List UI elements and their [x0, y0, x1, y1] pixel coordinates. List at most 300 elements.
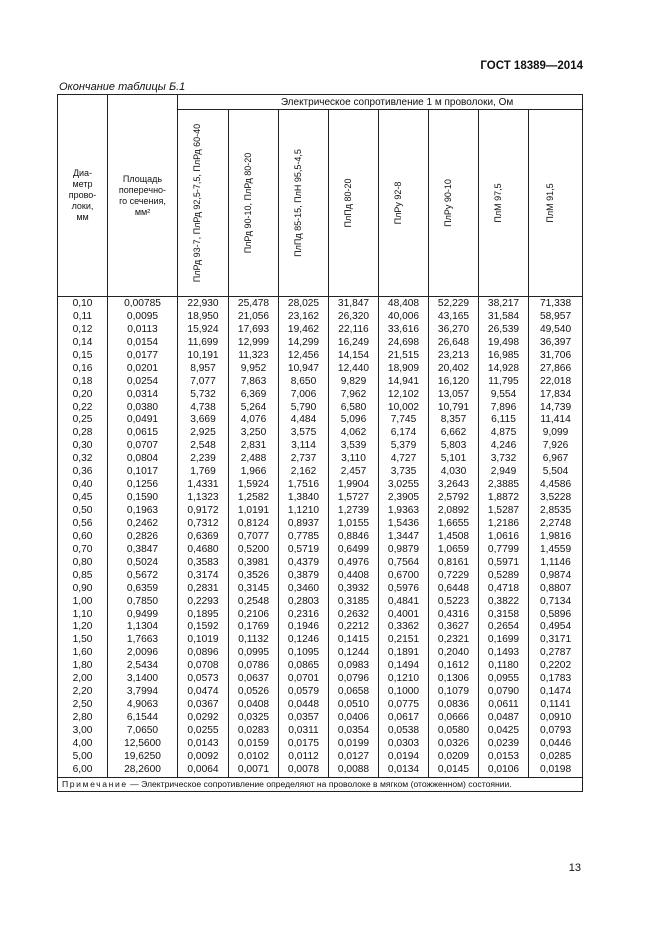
table-cell: 0,0836 — [429, 699, 479, 712]
alloy-header: ПлРу 90-10 — [429, 110, 479, 297]
table-cell: 14,739 — [529, 402, 583, 415]
table-cell: 25,478 — [229, 297, 279, 311]
table-cell: 6,967 — [529, 453, 583, 466]
table-cell: 17,693 — [229, 324, 279, 337]
table-cell: 0,5976 — [379, 583, 429, 596]
table-row — [58, 725, 583, 738]
table-cell: 3,110 — [329, 453, 379, 466]
table-cell: 0,2826 — [108, 531, 178, 544]
table-cell: 22,018 — [529, 376, 583, 389]
table-row — [58, 337, 583, 350]
table-row — [58, 453, 583, 466]
table-cell: 1,3840 — [279, 492, 329, 505]
table-cell: 3,2643 — [429, 479, 479, 492]
table-cell: 1,0155 — [329, 518, 379, 531]
table-cell: 2,3905 — [379, 492, 429, 505]
table-cell: 1,5727 — [329, 492, 379, 505]
table-cell: 0,70 — [58, 544, 108, 557]
table-cell: 0,10 — [58, 297, 108, 311]
table-cell: 0,7229 — [429, 570, 479, 583]
table-cell: 1,1304 — [108, 621, 178, 634]
table-cell: 0,1019 — [178, 634, 229, 647]
table-cell: 0,4001 — [379, 609, 429, 622]
table-cell: 0,8846 — [329, 531, 379, 544]
table-cell: 0,5719 — [279, 544, 329, 557]
table-cell: 1,10 — [58, 609, 108, 622]
table-cell: 15,924 — [178, 324, 229, 337]
table-cell: 0,0303 — [379, 738, 429, 751]
table-cell: 24,698 — [379, 337, 429, 350]
table-row — [58, 673, 583, 686]
table-cell: 0,0095 — [108, 311, 178, 324]
table-cell: 0,9879 — [379, 544, 429, 557]
table-cell: 0,2654 — [479, 621, 529, 634]
table-cell: 0,4379 — [279, 557, 329, 570]
note-label: Примечание — [62, 778, 128, 789]
table-cell: 0,0254 — [108, 376, 178, 389]
table-cell: 1,5924 — [229, 479, 279, 492]
table-cell: 1,4331 — [178, 479, 229, 492]
table-cell: 0,20 — [58, 389, 108, 402]
table-cell: 0,0175 — [279, 738, 329, 751]
table-cell: 0,0283 — [229, 725, 279, 738]
table-cell: 3,0255 — [379, 479, 429, 492]
table-cell: 0,0292 — [178, 712, 229, 725]
table-cell: 6,00 — [58, 764, 108, 777]
table-cell: 19,498 — [479, 337, 529, 350]
table-cell: 26,539 — [479, 324, 529, 337]
table-cell: 0,0112 — [279, 751, 329, 764]
table-row — [58, 376, 583, 389]
table-cell: 23,213 — [429, 350, 479, 363]
table-cell: 1,9363 — [379, 505, 429, 518]
table-cell: 4,727 — [379, 453, 429, 466]
table-cell: 12,102 — [379, 389, 429, 402]
area-header: Площадь поперечно- го сечения, мм² — [108, 95, 178, 297]
table-cell: 0,0113 — [108, 324, 178, 337]
table-cell: 0,7785 — [279, 531, 329, 544]
table-caption: Окончание таблицы Б.1 — [59, 81, 186, 93]
table-cell: 36,397 — [529, 337, 583, 350]
table-cell: 0,40 — [58, 479, 108, 492]
table-cell: 0,1141 — [529, 699, 583, 712]
table-cell: 0,3526 — [229, 570, 279, 583]
table-cell: 2,2748 — [529, 518, 583, 531]
table-cell: 0,3158 — [479, 609, 529, 622]
table-cell: 18,950 — [178, 311, 229, 324]
table-cell: 0,8807 — [529, 583, 583, 596]
table-cell: 1,5287 — [479, 505, 529, 518]
table-cell: 0,6448 — [429, 583, 479, 596]
table-cell: 0,56 — [58, 518, 108, 531]
table-cell: 3,5228 — [529, 492, 583, 505]
table-cell: 7,077 — [178, 376, 229, 389]
table-cell: 1,9816 — [529, 531, 583, 544]
table-cell: 28,025 — [279, 297, 329, 311]
table-cell: 1,2186 — [479, 518, 529, 531]
table-cell: 0,2106 — [229, 609, 279, 622]
table-cell: 2,0096 — [108, 647, 178, 660]
table-cell: 3,7994 — [108, 686, 178, 699]
table-cell: 0,0425 — [479, 725, 529, 738]
table-cell: 1,50 — [58, 634, 108, 647]
table-row — [58, 363, 583, 376]
table-cell: 7,0650 — [108, 725, 178, 738]
table-cell: 4,4586 — [529, 479, 583, 492]
table-cell: 0,0786 — [229, 660, 279, 673]
table-cell: 0,3171 — [529, 634, 583, 647]
table-cell: 0,0796 — [329, 673, 379, 686]
table-cell: 2,831 — [229, 440, 279, 453]
table-cell: 1,4559 — [529, 544, 583, 557]
table-cell: 4,030 — [429, 466, 479, 479]
table-cell: 3,114 — [279, 440, 329, 453]
table-cell: 3,250 — [229, 427, 279, 440]
table-cell: 19,462 — [279, 324, 329, 337]
table-row — [58, 311, 583, 324]
table-cell: 11,795 — [479, 376, 529, 389]
table-cell: 14,928 — [479, 363, 529, 376]
table-cell: 0,36 — [58, 466, 108, 479]
table-cell: 4,076 — [229, 414, 279, 427]
table-cell: 0,1415 — [329, 634, 379, 647]
table-cell: 0,0896 — [178, 647, 229, 660]
table-cell: 0,6700 — [379, 570, 429, 583]
table-cell: 10,791 — [429, 402, 479, 415]
resistance-table — [57, 94, 583, 792]
table-cell: 31,706 — [529, 350, 583, 363]
table-cell: 48,408 — [379, 297, 429, 311]
table-cell: 0,5896 — [529, 609, 583, 622]
table-cell: 16,120 — [429, 376, 479, 389]
table-cell: 6,662 — [429, 427, 479, 440]
table-cell: 14,154 — [329, 350, 379, 363]
table-cell: 0,50 — [58, 505, 108, 518]
table-cell: 6,174 — [379, 427, 429, 440]
table-row — [58, 712, 583, 725]
table-cell: 27,866 — [529, 363, 583, 376]
table-cell: 17,834 — [529, 389, 583, 402]
alloy-header: ПлПд 80-20 — [329, 110, 379, 297]
table-cell: 0,0995 — [229, 647, 279, 660]
table-cell: 0,1493 — [479, 647, 529, 660]
table-cell: 0,3362 — [379, 621, 429, 634]
table-cell: 0,0102 — [229, 751, 279, 764]
table-cell: 12,456 — [279, 350, 329, 363]
table-cell: 11,414 — [529, 414, 583, 427]
table-cell: 0,2202 — [529, 660, 583, 673]
table-cell: 0,4841 — [379, 596, 429, 609]
table-row — [58, 621, 583, 634]
table-cell: 20,402 — [429, 363, 479, 376]
table-cell: 0,30 — [58, 440, 108, 453]
table-cell: 0,6359 — [108, 583, 178, 596]
table-cell: 2,3885 — [479, 479, 529, 492]
table-cell: 0,1474 — [529, 686, 583, 699]
table-cell: 0,1256 — [108, 479, 178, 492]
table-cell: 0,6369 — [178, 531, 229, 544]
table-cell: 0,0088 — [329, 764, 379, 777]
table-cell: 1,00 — [58, 596, 108, 609]
table-cell: 10,947 — [279, 363, 329, 376]
table-cell: 0,0064 — [178, 764, 229, 777]
table-cell: 0,0793 — [529, 725, 583, 738]
table-cell: 3,575 — [279, 427, 329, 440]
table-cell: 58,957 — [529, 311, 583, 324]
table-row — [58, 324, 583, 337]
table-cell: 0,15 — [58, 350, 108, 363]
table-cell: 0,0145 — [429, 764, 479, 777]
table-cell: 0,1895 — [178, 609, 229, 622]
table-cell: 22,116 — [329, 324, 379, 337]
table-cell: 52,229 — [429, 297, 479, 311]
table-cell: 0,0143 — [178, 738, 229, 751]
table-row — [58, 427, 583, 440]
table-cell: 1,9904 — [329, 479, 379, 492]
table-cell: 28,2600 — [108, 764, 178, 777]
table-cell: 0,0701 — [279, 673, 329, 686]
table-cell: 1,0616 — [479, 531, 529, 544]
table-cell: 0,0159 — [229, 738, 279, 751]
table-cell: 0,0198 — [529, 764, 583, 777]
table-cell: 31,584 — [479, 311, 529, 324]
table-cell: 1,0659 — [429, 544, 479, 557]
table-cell: 0,5024 — [108, 557, 178, 570]
table-cell: 0,0955 — [479, 673, 529, 686]
table-cell: 0,0573 — [178, 673, 229, 686]
table-cell: 0,0194 — [379, 751, 429, 764]
table-cell: 0,80 — [58, 557, 108, 570]
table-cell: 6,369 — [229, 389, 279, 402]
table-cell: 5,379 — [379, 440, 429, 453]
table-cell: 0,9499 — [108, 609, 178, 622]
table-cell: 1,6655 — [429, 518, 479, 531]
table-cell: 10,002 — [379, 402, 429, 415]
table-cell: 0,3583 — [178, 557, 229, 570]
table-row — [58, 518, 583, 531]
table-cell: 0,3932 — [329, 583, 379, 596]
table-cell: 0,2831 — [178, 583, 229, 596]
table-cell: 0,0617 — [379, 712, 429, 725]
table-cell: 1,5436 — [379, 518, 429, 531]
table-cell: 9,554 — [479, 389, 529, 402]
table-cell: 0,0285 — [529, 751, 583, 764]
table-cell: 0,1246 — [279, 634, 329, 647]
table-row — [58, 402, 583, 415]
table-cell: 12,5600 — [108, 738, 178, 751]
table-row — [58, 350, 583, 363]
table-cell: 5,264 — [229, 402, 279, 415]
table-cell: 0,0666 — [429, 712, 479, 725]
table-cell: 0,3847 — [108, 544, 178, 557]
table-row — [58, 686, 583, 699]
table-cell: 0,4316 — [429, 609, 479, 622]
table-cell: 13,057 — [429, 389, 479, 402]
table-cell: 0,0910 — [529, 712, 583, 725]
table-cell: 14,299 — [279, 337, 329, 350]
table-row — [58, 634, 583, 647]
table-cell: 0,3822 — [479, 596, 529, 609]
table-cell: 1,1323 — [178, 492, 229, 505]
table-cell: 0,0865 — [279, 660, 329, 673]
table-cell: 3,735 — [379, 466, 429, 479]
table-cell: 12,440 — [329, 363, 379, 376]
table-cell: 2,5792 — [429, 492, 479, 505]
table-cell: 0,1963 — [108, 505, 178, 518]
table-cell: 0,0154 — [108, 337, 178, 350]
table-row — [58, 297, 583, 311]
table-row — [58, 479, 583, 492]
table-cell: 0,3627 — [429, 621, 479, 634]
table-cell: 0,0804 — [108, 453, 178, 466]
table-cell: 3,00 — [58, 725, 108, 738]
table-cell: 0,0510 — [329, 699, 379, 712]
table-cell: 0,22 — [58, 402, 108, 415]
table-row — [58, 466, 583, 479]
table-cell: 21,515 — [379, 350, 429, 363]
table-cell: 0,8124 — [229, 518, 279, 531]
table-cell: 0,8937 — [279, 518, 329, 531]
table-cell: 4,9063 — [108, 699, 178, 712]
table-cell: 0,0199 — [329, 738, 379, 751]
table-cell: 0,0177 — [108, 350, 178, 363]
table-cell: 0,14 — [58, 337, 108, 350]
table-cell: 2,0892 — [429, 505, 479, 518]
table-cell: 0,0201 — [108, 363, 178, 376]
table-cell: 1,2739 — [329, 505, 379, 518]
table-cell: 38,217 — [479, 297, 529, 311]
table-cell: 0,2803 — [279, 596, 329, 609]
table-cell: 3,732 — [479, 453, 529, 466]
table-cell: 3,1400 — [108, 673, 178, 686]
table-cell: 0,0615 — [108, 427, 178, 440]
table-cell: 0,11 — [58, 311, 108, 324]
table-cell: 1,8872 — [479, 492, 529, 505]
table-cell: 4,484 — [279, 414, 329, 427]
table-cell: 0,0071 — [229, 764, 279, 777]
table-cell: 0,7799 — [479, 544, 529, 557]
alloy-header: ПлРд 90-10, ПлРд 80-20 — [229, 110, 279, 297]
table-cell: 0,0487 — [479, 712, 529, 725]
table-cell: 0,0367 — [178, 699, 229, 712]
table-cell: 36,270 — [429, 324, 479, 337]
table-row — [58, 583, 583, 596]
table-cell: 0,1079 — [429, 686, 479, 699]
table-cell: 2,457 — [329, 466, 379, 479]
table-cell: 0,6499 — [329, 544, 379, 557]
table-cell: 0,7564 — [379, 557, 429, 570]
alloy-header: ПлПд 85-15, ПлН 95,5-4,5 — [279, 110, 329, 297]
table-cell: 1,1210 — [279, 505, 329, 518]
table-cell: 4,00 — [58, 738, 108, 751]
table-cell: 71,338 — [529, 297, 583, 311]
table-cell: 7,926 — [529, 440, 583, 453]
table-cell: 0,1000 — [379, 686, 429, 699]
table-row — [58, 660, 583, 673]
table-row — [58, 647, 583, 660]
table-cell: 0,1494 — [379, 660, 429, 673]
table-cell: 31,847 — [329, 297, 379, 311]
table-cell: 0,0446 — [529, 738, 583, 751]
table-cell: 18,909 — [379, 363, 429, 376]
table-cell: 0,0538 — [379, 725, 429, 738]
table-row — [58, 764, 583, 777]
table-cell: 9,099 — [529, 427, 583, 440]
table-cell: 0,2632 — [329, 609, 379, 622]
table-cell: 0,1132 — [229, 634, 279, 647]
table-cell: 0,9172 — [178, 505, 229, 518]
table-row — [58, 557, 583, 570]
table-cell: 0,4718 — [479, 583, 529, 596]
table-cell: 0,3185 — [329, 596, 379, 609]
table-cell: 0,4680 — [178, 544, 229, 557]
table-cell: 3,669 — [178, 414, 229, 427]
table-cell: 9,829 — [329, 376, 379, 389]
table-cell: 0,45 — [58, 492, 108, 505]
table-row — [58, 544, 583, 557]
table-cell: 5,096 — [329, 414, 379, 427]
table-cell: 5,00 — [58, 751, 108, 764]
table-cell: 0,25 — [58, 414, 108, 427]
table-cell: 0,5200 — [229, 544, 279, 557]
table-cell: 0,2151 — [379, 634, 429, 647]
table-cell: 7,962 — [329, 389, 379, 402]
table-cell: 0,5971 — [479, 557, 529, 570]
alloy-header: ПлРу 92-8 — [379, 110, 429, 297]
table-cell: 0,1612 — [429, 660, 479, 673]
table-cell: 0,0311 — [279, 725, 329, 738]
table-cell: 0,1769 — [229, 621, 279, 634]
table-cell: 4,062 — [329, 427, 379, 440]
table-cell: 1,966 — [229, 466, 279, 479]
table-cell: 3,539 — [329, 440, 379, 453]
table-cell: 49,540 — [529, 324, 583, 337]
table-cell: 0,60 — [58, 531, 108, 544]
table-cell: 22,930 — [178, 297, 229, 311]
table-cell: 5,732 — [178, 389, 229, 402]
table-cell: 0,0474 — [178, 686, 229, 699]
table-cell: 0,0092 — [178, 751, 229, 764]
page-number: 13 — [568, 862, 581, 874]
table-cell: 2,50 — [58, 699, 108, 712]
table-cell: 0,0707 — [108, 440, 178, 453]
table-cell: 2,5434 — [108, 660, 178, 673]
table-cell: 2,925 — [178, 427, 229, 440]
table-cell: 0,7312 — [178, 518, 229, 531]
table-cell: 0,1244 — [329, 647, 379, 660]
table-cell: 0,2548 — [229, 596, 279, 609]
table-cell: 1,60 — [58, 647, 108, 660]
table-cell: 0,1699 — [479, 634, 529, 647]
table-note — [58, 777, 583, 791]
table-cell: 26,320 — [329, 311, 379, 324]
table-cell: 0,4408 — [329, 570, 379, 583]
table-body — [58, 297, 583, 778]
table-cell: 0,3145 — [229, 583, 279, 596]
table-cell: 0,0580 — [429, 725, 479, 738]
table-cell: 0,1095 — [279, 647, 329, 660]
table-cell: 0,2212 — [329, 621, 379, 634]
diameter-header: Диа- метр прово- локи, мм — [58, 95, 108, 297]
table-cell: 0,0357 — [279, 712, 329, 725]
document-id: ГОСТ 18389—2014 — [480, 60, 583, 72]
table-cell: 2,737 — [279, 453, 329, 466]
table-cell: 6,580 — [329, 402, 379, 415]
table-cell: 0,0406 — [329, 712, 379, 725]
table-cell: 0,9874 — [529, 570, 583, 583]
table-row — [58, 738, 583, 751]
table-cell: 0,18 — [58, 376, 108, 389]
